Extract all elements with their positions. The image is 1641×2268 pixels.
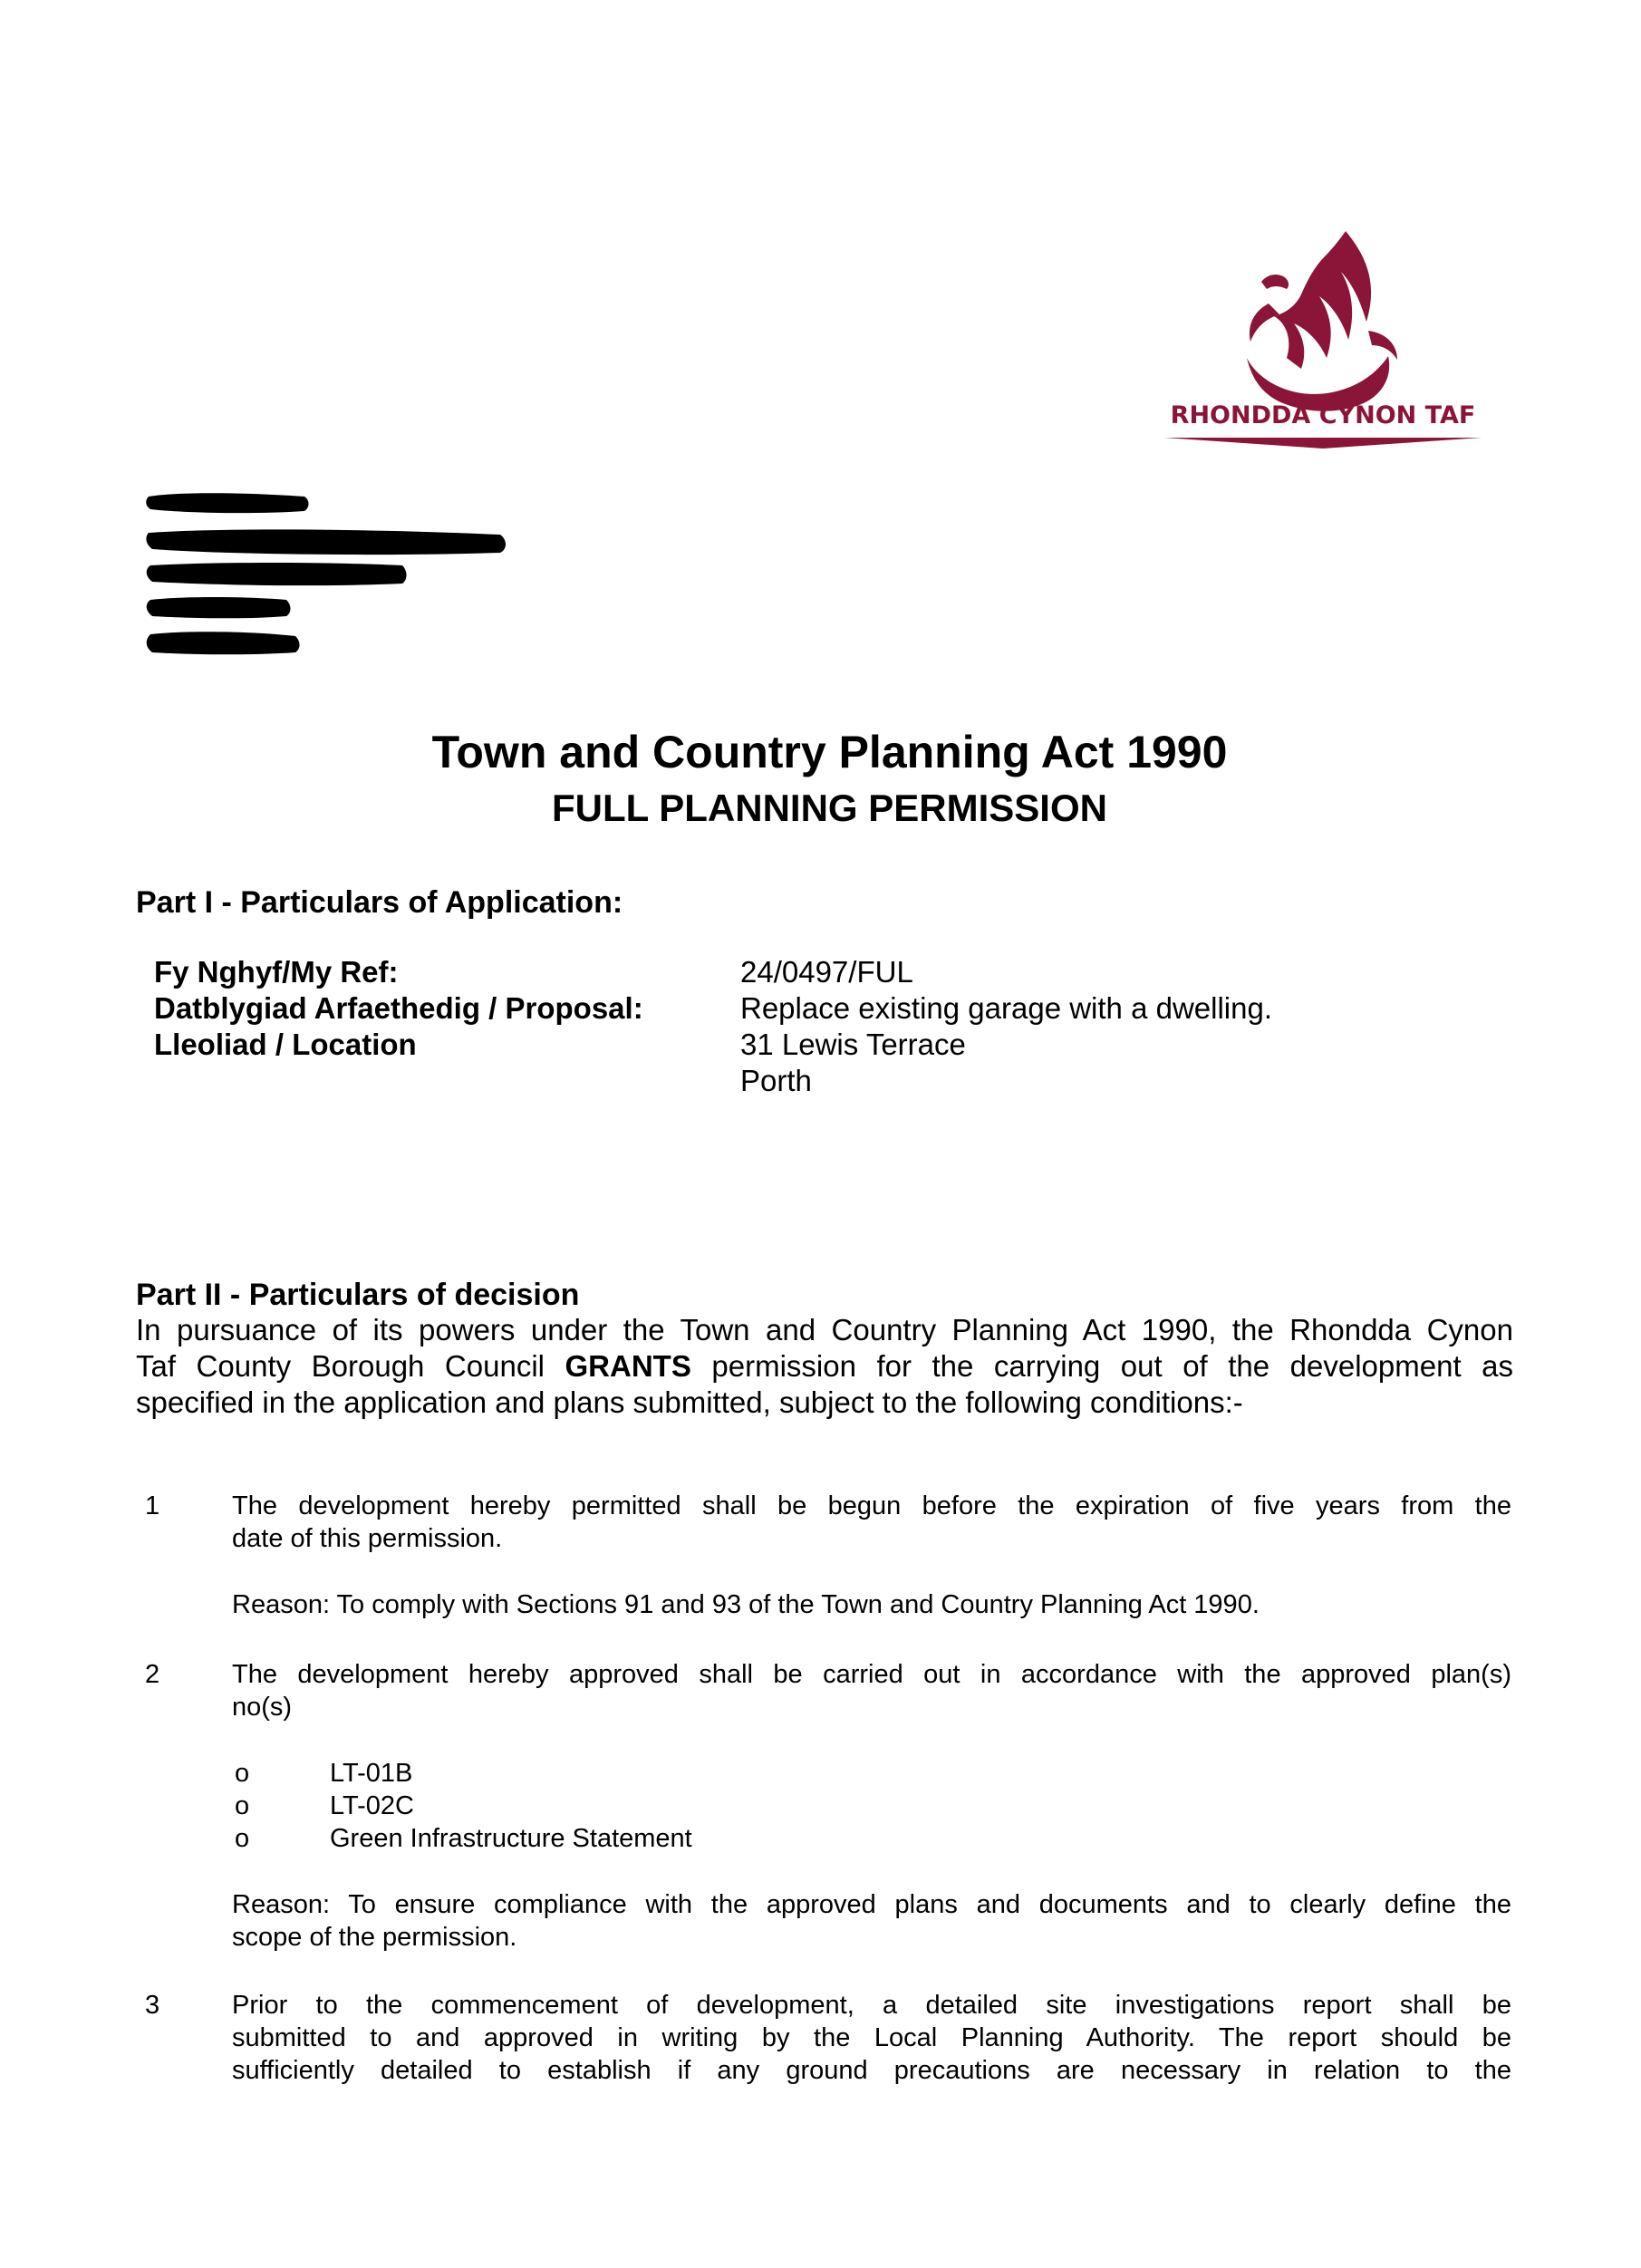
- location-value-line1: 31 Lewis Terrace: [740, 1028, 966, 1061]
- rhondda-cynon-taf-logo: [1160, 222, 1486, 449]
- location-value-line2: Porth: [740, 1064, 812, 1097]
- permission-title: FULL PLANNING PERMISSION: [552, 787, 1107, 829]
- part2-heading: Part II - Particulars of decision: [136, 1278, 580, 1312]
- proposal-value: Replace existing garage with a dwelling.: [740, 991, 1273, 1025]
- condition-2-text: [232, 1658, 1511, 1723]
- condition-3-line-1: Prior to the commencement of development, a detailed site investigations report shall be: [232, 1991, 1511, 2020]
- part1-heading: Part I - Particulars of Application:: [136, 885, 623, 920]
- condition-2-reason-line-2: scope of the permission.: [232, 1923, 517, 1952]
- act-title: Town and Country Planning Act 1990: [431, 727, 1228, 777]
- proposal-label: Datblygiad Arfaethedig / Proposal:: [154, 991, 643, 1025]
- ref-label: Fy Nghyf/My Ref:: [154, 955, 399, 989]
- condition-2-line-1: The development hereby approved shall be carried out in accordance with the approved plan(s): [232, 1660, 1511, 1689]
- bullet-mark: o: [235, 1824, 250, 1853]
- logo-text: RHONDDA CYNON TAF: [1170, 401, 1476, 429]
- condition-2-reason: [232, 1888, 1511, 1954]
- grants-keyword: GRANTS: [565, 1349, 691, 1383]
- location-label: Lleoliad / Location: [154, 1028, 417, 1061]
- condition-3-text: [232, 1989, 1511, 2087]
- condition-2-line-2: no(s): [232, 1693, 293, 1722]
- decision-line-1: In pursuance of its powers under the Town and Country Planning Act 1990, the Rhondda Cynon: [136, 1313, 1513, 1346]
- condition-1-text: [232, 1490, 1511, 1555]
- plan-item: LT-02C: [330, 1791, 414, 1820]
- decision-line-2-post: permission for the carrying out of the development as: [690, 1349, 1513, 1383]
- decision-line-3: specified in the application and plans submitted, subject to the following conditions:-: [136, 1385, 1243, 1419]
- condition-1-line-2: date of this permission.: [232, 1524, 503, 1553]
- condition-3-line-3: sufficiently detailed to establish if any ground precautions are necessary in relation to the: [232, 2056, 1511, 2085]
- ref-value: 24/0497/FUL: [740, 955, 913, 989]
- bullet-mark: o: [235, 1759, 250, 1788]
- condition-1-line-1: The development hereby permitted shall be begun before the expiration of five years from the: [232, 1491, 1511, 1520]
- condition-2-number: 2: [145, 1660, 160, 1689]
- decision-paragraph: [136, 1312, 1513, 1421]
- plan-item: LT-01B: [330, 1759, 413, 1788]
- condition-2-reason-line-1: Reason: To ensure compliance with the approved plans and documents and to clearly define the: [232, 1890, 1511, 1919]
- bullet-mark: o: [235, 1791, 250, 1820]
- condition-1-number: 1: [145, 1491, 160, 1520]
- condition-1-reason: Reason: To comply with Sections 91 and 93 of the Town and Country Planning Act 1990.: [232, 1590, 1260, 1619]
- condition-3-line-2: submitted to and approved in writing by the Local Planning Authority. The report should be: [232, 2023, 1511, 2052]
- plan-item: Green Infrastructure Statement: [330, 1824, 692, 1853]
- redacted-address-block: [145, 489, 526, 671]
- condition-3-number: 3: [145, 1991, 160, 2020]
- decision-line-2-pre: Taf County Borough Council: [136, 1349, 565, 1383]
- decision-line-2: [136, 1348, 1513, 1385]
